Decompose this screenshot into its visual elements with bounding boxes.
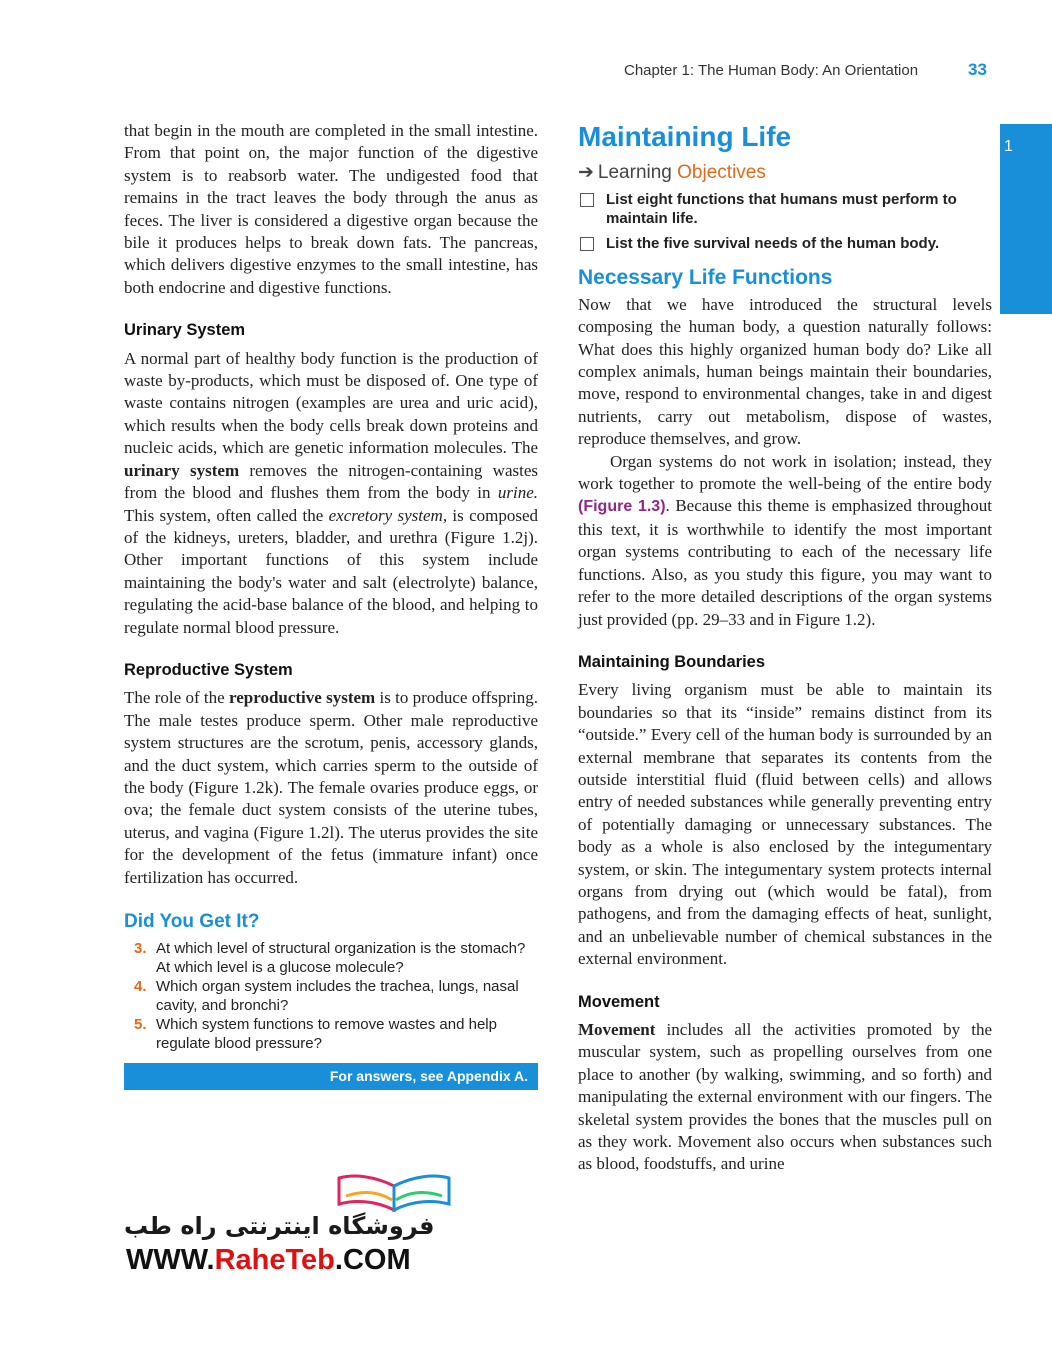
chapter-tab-label: 1	[1004, 138, 1013, 155]
life-functions-paragraph-1: Now that we have introduced the structural levels composing the human body, a question naturally follows: What does this highly organized human body do? Like all complex animals, human beings maintain their boundaries, move, respond to environmental changes, take in and digest nutrients, carry out metabolism, dispose of wastes, reproduce themselves, and grow.	[578, 294, 992, 449]
question-item: 4. Which organ system includes the trachea, lungs, nasal cavity, and bronchi?	[134, 978, 519, 1015]
answers-bar: For answers, see Appendix A.	[124, 1063, 538, 1089]
page-number: 33	[968, 60, 987, 79]
urinary-heading: Urinary System	[124, 321, 246, 340]
objectives-list	[578, 190, 992, 253]
book-logo-icon	[334, 1170, 454, 1214]
section-title: Maintaining Life	[578, 121, 792, 152]
intro-paragraph: that begin in the mouth are completed in the small intestine. From that point on, the major function of the digestive system is to reabsorb water. The undigested food that remains in the tract leaves the body through the anus as feces. The liver is considered a digestive organ because the bile it produces helps to break down fats. The pancreas, which delivers digestive enzymes to the small intestine, has both endocrine and digestive functions.	[124, 121, 538, 297]
watermark-persian-text: فروشگاه اینترنتی راه طب	[124, 1212, 435, 1240]
checkbox-icon	[580, 193, 594, 207]
boundaries-paragraph: Every living organism must be able to maintain its boundaries so that its “inside” remains distinct from its “outside.” Every cell of the human body is surrounded by an external membrane that separates its contents from the outside interstitial fluid (fluid between cells) and allows entry of needed substances while generally preventing entry of potentially damaging or unnecessary substances. The body as a whole is also enclosed by the integumentary system, or skin. The integumentary system protects internal organs from drying out (which would be fatal), from pathogens, and from the damaging effects of heat, sunlight, and an unbelievable number of chemical substances in the external environment.	[578, 680, 992, 969]
learning-objectives-heading: ➔ Learning Objectives	[578, 162, 766, 183]
question-item: 3. At which level of structural organization is the stomach? At which level is a glucose molecule?	[134, 940, 526, 977]
figure-reference-link[interactable]: (Figure 1.3)	[578, 498, 666, 516]
running-header: Chapter 1: The Human Body: An Orientation	[624, 62, 919, 79]
reproductive-paragraph: The role of the reproductive system is to produce offspring. The male testes produce sperm. Other male reproductive system structures are the scrotum, penis, accessory glands, and the duct system, which carries sperm to the outside of the body (Figure 1.2k). The female ovaries produce eggs, or ova; the female duct system consists of the uterine tubes, uterus, and vagina (Figure 1.2l). The uterus provides the site for the development of the fetus (immature infant) once fertilization has occurred.	[124, 688, 538, 887]
right-column	[578, 120, 992, 1176]
chapter-tab	[1000, 124, 1052, 314]
checkbox-icon	[580, 237, 594, 251]
life-functions-paragraph-2: Organ systems do not work in isolation; instead, they work together to promote the well-being of the entire body (Figure 1.3). Because this theme is emphasized throughout this text, it is worthwhile to identify the most important organ systems contributing to each of the necessary life functions. Also, as you study this figure, you may want to refer to the more detailed descriptions of the organ systems just provided (pp. 29–33 and in Figure 1.2).	[578, 451, 992, 629]
boundaries-heading: Maintaining Boundaries	[578, 652, 766, 671]
reproductive-heading: Reproductive System	[124, 660, 293, 679]
left-column	[124, 120, 538, 1090]
question-list	[124, 939, 538, 1053]
watermark-url: WWW.RaheTeb.COM	[126, 1244, 411, 1276]
movement-paragraph: Movement includes all the activities promoted by the muscular system, such as propelling ourselves from one place to another (by walking, swimming, and so forth) and manipulating the external environment with our fingers. The skeletal system provides the bones that the muscles pull on as they work. Movement also occurs when substances such as blood, foodstuffs, and urine	[578, 1020, 992, 1174]
objective-item: List the five survival needs of the human body.	[578, 234, 992, 253]
arrow-right-icon: ➔	[578, 162, 594, 183]
urinary-paragraph: A normal part of healthy body function is the production of waste by-products, which must be disposed of. One type of waste contains nitrogen (examples are urea and uric acid), which results when the body cells break down proteins and nucleic acids, which are genetic information molecules. The urinary system removes the nitrogen-containing wastes from the blood and flushes them from the body in urine. This system, often called the excretory system, is composed of the kidneys, ureters, bladder, and urethra (Figure 1.2j). Other important functions of this system include maintaining the body's water and salt (electrolyte) balance, regulating the acid-base balance of the blood, and helping to regulate normal blood pressure.	[124, 348, 539, 637]
question-item: 5. Which system functions to remove wastes and help regulate blood pressure?	[134, 1016, 497, 1053]
movement-heading: Movement	[578, 992, 660, 1011]
life-functions-heading: Necessary Life Functions	[578, 266, 833, 290]
did-you-get-it-heading: Did You Get It?	[124, 911, 260, 932]
objective-item: List eight functions that humans must perform to maintain life.	[578, 190, 992, 228]
